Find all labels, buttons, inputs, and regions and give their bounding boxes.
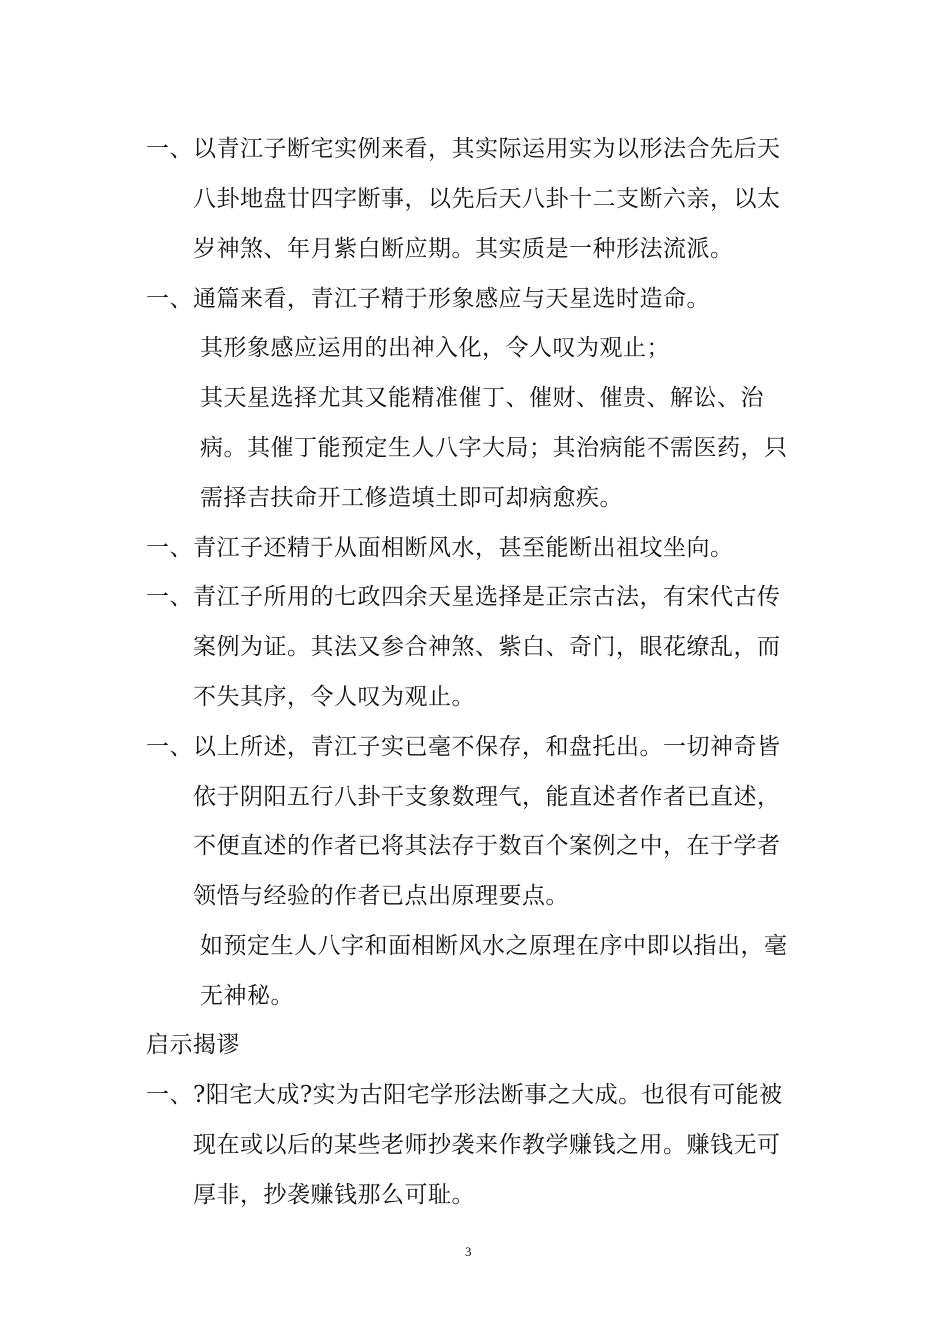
- page-number: 3: [465, 1244, 472, 1259]
- text-line: 一、以上所述，青江子实已毫不保存，和盘托出。一切神奇皆: [146, 734, 781, 760]
- text-line: 无神秘。: [200, 983, 294, 1009]
- text-line: 领悟与经验的作者已点出原理要点。: [193, 883, 569, 909]
- text-line: 一、以青江子断宅实例来看，其实际运用实为以形法合先后天: [146, 136, 781, 162]
- text-line: 不失其序，令人叹为观止。: [193, 684, 475, 710]
- text-line: 一、青江子还精于从面相断风水，甚至能断出祖坟坐向。: [146, 535, 734, 561]
- text-line: 一、通篇来看，青江子精于形象感应与天星选时造命。: [146, 286, 710, 312]
- text-line: 病。其催丁能预定生人八字大局；其治病能不需医药，只: [200, 435, 788, 461]
- text-line: 岁神煞、年月紫白断应期。其实质是一种形法流派。: [193, 236, 734, 262]
- text-line: 需择吉扶命开工修造填土即可却病愈疾。: [200, 485, 623, 511]
- text-line: 一、青江子所用的七政四余天星选择是正宗古法，有宋代古传: [146, 584, 781, 610]
- text-line: 一、?阳宅大成?实为古阳宅学形法断事之大成。也很有可能被: [146, 1082, 783, 1108]
- text-line: 其天星选择尤其又能精准催丁、催财、催贵、解讼、治: [200, 385, 764, 411]
- text-line: 八卦地盘廿四字断事，以先后天八卦十二支断六亲，以太: [193, 186, 781, 212]
- text-line: 如预定生人八字和面相断风水之原理在序中即以指出，毫: [200, 933, 788, 959]
- text-line: 案例为证。其法又参合神煞、紫白、奇门，眼花缭乱，而: [193, 634, 781, 660]
- section-heading: 启示揭谬: [146, 1032, 240, 1058]
- text-line: 厚非，抄袭赚钱那么可耻。: [193, 1182, 475, 1208]
- text-line: 依于阴阳五行八卦干支象数理气，能直述者作者已直述，: [193, 784, 781, 810]
- text-line: 现在或以后的某些老师抄袭来作教学赚钱之用。赚钱无可: [193, 1132, 781, 1158]
- text-line: 不便直述的作者已将其法存于数百个案例之中，在于学者: [193, 833, 781, 859]
- text-line: 其形象感应运用的出神入化，令人叹为观止；: [200, 335, 670, 361]
